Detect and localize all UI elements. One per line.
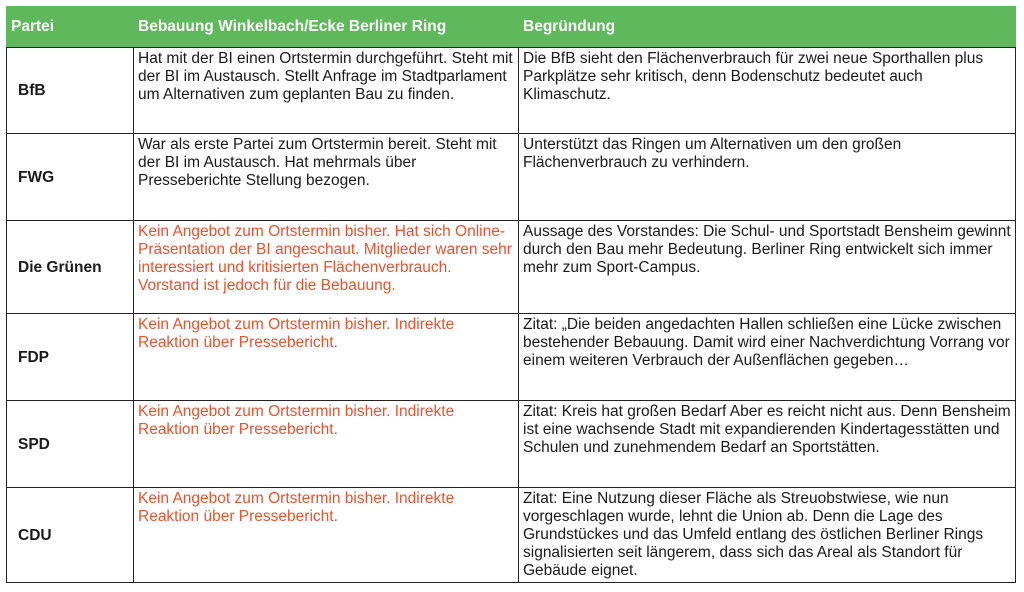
header-reason: Begründung (519, 7, 1016, 48)
party-position-table (6, 6, 1016, 583)
header-party: Partei (7, 7, 134, 48)
building-position: Kein Angebot zum Ortstermin bisher. Indirekte Reaktion über Pressebericht. (134, 487, 519, 582)
party-name: CDU (7, 487, 134, 582)
party-name: BfB (7, 48, 134, 134)
table-row (7, 400, 1016, 487)
building-position: Kein Angebot zum Ortstermin bisher. Indirekte Reaktion über Pressebericht. (134, 313, 519, 400)
reason-text: Aussage des Vorstandes: Die Schul- und Sportstadt Bensheim gewinnt durch den Bau mehr Bedeutung. Berliner Ring entwickelt sich immer mehr zum Sport-Campus. (519, 220, 1016, 313)
reason-text: Zitat: Kreis hat großen Bedarf Aber es reicht nicht aus. Denn Bensheim ist eine wachsende Stadt mit expandierenden Kindertagesstätten und Schulen und zunehmendem Bedarf an Sportstätten. (519, 400, 1016, 487)
reason-text: Unterstützt das Ringen um Alternativen um den großen Flächenverbrauch zu verhindern. (519, 133, 1016, 220)
reason-text: Die BfB sieht den Flächenverbrauch für zwei neue Sporthallen plus Parkplätze sehr kritisch, denn Bodenschutz bedeutet auch Klimaschutz. (519, 48, 1016, 134)
table-row (7, 487, 1016, 582)
party-name: FDP (7, 313, 134, 400)
building-position: Kein Angebot zum Ortstermin bisher. Hat sich Online-Präsentation der BI angeschaut. Mitglieder waren sehr interessiert und kritisierten Flächenverbrauch. Vorstand ist jedoch für die Bebauung. (134, 220, 519, 313)
table-row (7, 133, 1016, 220)
reason-text: Zitat: Eine Nutzung dieser Fläche als Streuobstwiese, wie nun vorgeschlagen wurde, lehnt die Union ab. Denn die Lage des Grundstückes und das Umfeld entlang des östlichen Berliner Rings signalisierten seit längerem, dass sich das Areal als Standort für Gebäude eignet. (519, 487, 1016, 582)
party-name: Die Grünen (7, 220, 134, 313)
building-position: Kein Angebot zum Ortstermin bisher. Indirekte Reaktion über Pressebericht. (134, 400, 519, 487)
table-header-row (7, 7, 1016, 48)
building-position: War als erste Partei zum Ortstermin bereit. Steht mit der BI im Austausch. Hat mehrmals über Presseberichte Stellung bezogen. (134, 133, 519, 220)
table-row (7, 48, 1016, 134)
party-name: FWG (7, 133, 134, 220)
table-row (7, 313, 1016, 400)
building-position: Hat mit der BI einen Ortstermin durchgeführt. Steht mit der BI im Austausch. Stellt Anfrage im Stadtparlament um Alternativen zum geplanten Bau zu finden. (134, 48, 519, 134)
header-building: Bebauung Winkelbach/Ecke Berliner Ring (134, 7, 519, 48)
party-name: SPD (7, 400, 134, 487)
reason-text: Zitat: „Die beiden angedachten Hallen schließen eine Lücke zwischen bestehender Bebauung. Damit wird einer Nachverdichtung Vorrang vor einem weiteren Verbrauch der Außenflächen gegeben… (519, 313, 1016, 400)
table-row (7, 220, 1016, 313)
